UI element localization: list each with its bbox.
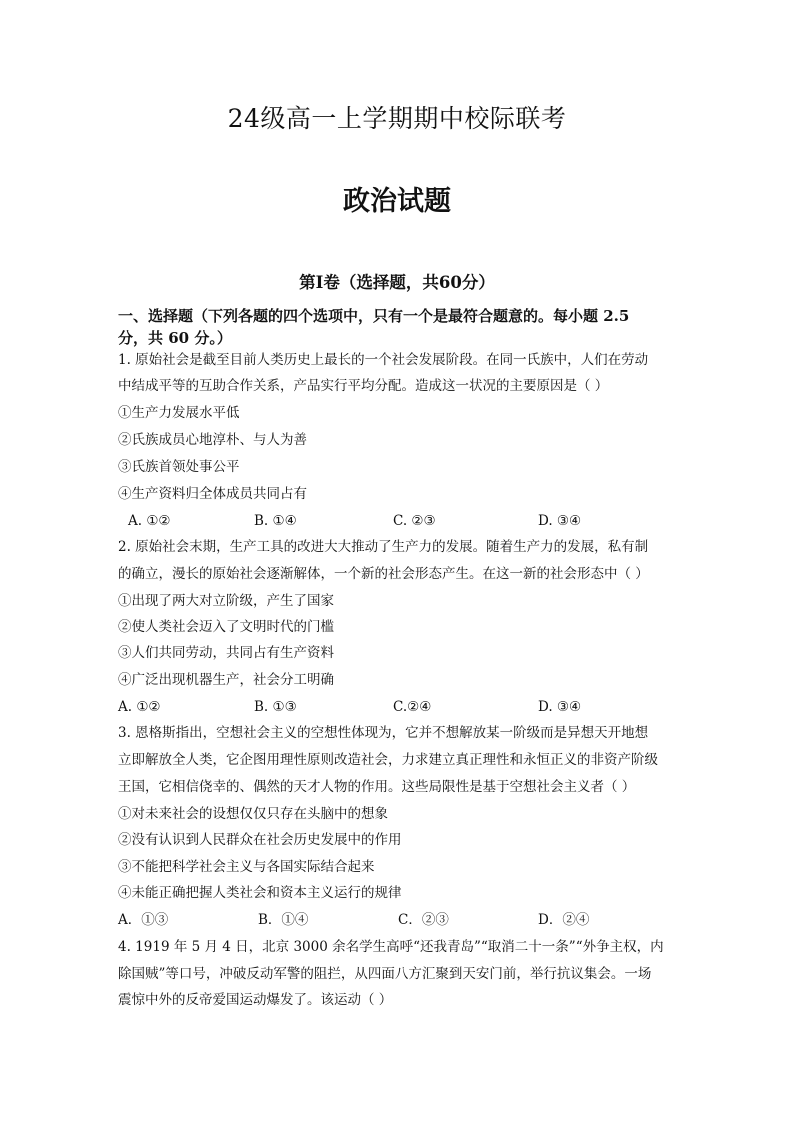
question-1-statement: ③氏族首领处事公平 (118, 459, 240, 475)
question-1-option-b: B. ①④ (254, 513, 297, 529)
question-1-option-c: C. ②③ (393, 513, 436, 529)
section-heading-line-1: 一、选择题（下列各题的四个选项中，只有一个是最符合题意的。每小题 2.5 (118, 307, 630, 325)
question-1-statement: ①生产力发展水平低 (118, 405, 240, 421)
question-1-option-a: A. ①② (128, 513, 171, 529)
question-2-option-c: C.②④ (393, 699, 432, 715)
question-2-option-b: B. ①③ (254, 699, 297, 715)
question-3-statement: ②没有认识到人民群众在社会历史发展中的作用 (118, 832, 402, 848)
question-3-statement: ③不能把科学社会主义与各国实际结合起来 (118, 859, 375, 875)
question-4-stem: 4. 1919 年 5 月 4 日，北京 3000 余名学生高呼“还我青岛”“取消二十一条”“外争主权，内 (118, 939, 664, 955)
question-3-stem: 王国，它相信侥幸的、偶然的天才人物的作用。这些局限性是基于空想社会主义者（ ） (118, 779, 636, 795)
question-1-statement: ④生产资料归全体成员共同占有 (118, 486, 307, 502)
question-3-statement: ④未能正确把握人类社会和资本主义运行的规律 (118, 885, 402, 901)
question-3-option-a: A．①③ (118, 912, 169, 928)
question-4-stem: 除国贼”等口号，冲破反动军警的阻拦，从四面八方汇聚到天安门前，举行抗议集会。一场 (118, 966, 652, 982)
part-title: 第Ⅰ卷（选择题，共60分） (299, 273, 495, 292)
question-2-statement: ①出现了两大对立阶级，产生了国家 (118, 593, 334, 609)
question-4-stem: 震惊中外的反帝爱国运动爆发了。该运动（ ） (118, 992, 393, 1008)
exam-title: 24级高一上学期期中校际联考 (227, 104, 567, 133)
question-2-statement: ③人们共同劳动，共同占有生产资料 (118, 645, 334, 661)
question-1-stem: 中结成平等的互助合作关系，产品实行平均分配。造成这一状况的主要原因是（ ） (118, 378, 609, 394)
question-3-option-d: D．②④ (538, 912, 590, 928)
question-3-statement: ①对未来社会的设想仅仅只存在头脑中的想象 (118, 806, 388, 822)
question-2-option-a: A. ①② (118, 699, 161, 715)
section-heading-line-2: 分，共 60 分。） (118, 329, 232, 347)
question-3-option-c: C．②③ (398, 912, 449, 928)
question-3-stem: 3. 恩格斯指出，空想社会主义的空想性体现为，它并不想解放某一阶级而是异想天开地想 (118, 725, 649, 741)
question-3-option-b: B．①④ (258, 912, 309, 928)
question-2-statement: ②使人类社会迈入了文明时代的门槛 (118, 619, 334, 635)
question-3-stem: 立即解放全人类，它企图用理性原则改造社会，力求建立真正理性和永恒正义的非资产阶级 (118, 752, 658, 768)
question-1-statement: ②氏族成员心地淳朴、与人为善 (118, 432, 307, 448)
question-2-option-d: D. ③④ (538, 699, 582, 715)
question-2-stem: 的确立，漫长的原始社会逐渐解体，一个新的社会形态产生。在这一新的社会形态中（ ） (118, 566, 649, 582)
question-2-stem: 2. 原始社会末期，生产工具的改进大大推动了生产力的发展。随着生产力的发展，私有制 (118, 539, 649, 555)
question-1-option-d: D. ③④ (538, 513, 582, 529)
question-2-statement: ④广泛出现机器生产，社会分工明确 (118, 672, 334, 688)
subject-title: 政治试题 (343, 186, 451, 217)
question-1-stem: 1. 原始社会是截至目前人类历史上最长的一个社会发展阶段。在同一氏族中，人们在劳动 (118, 352, 649, 368)
